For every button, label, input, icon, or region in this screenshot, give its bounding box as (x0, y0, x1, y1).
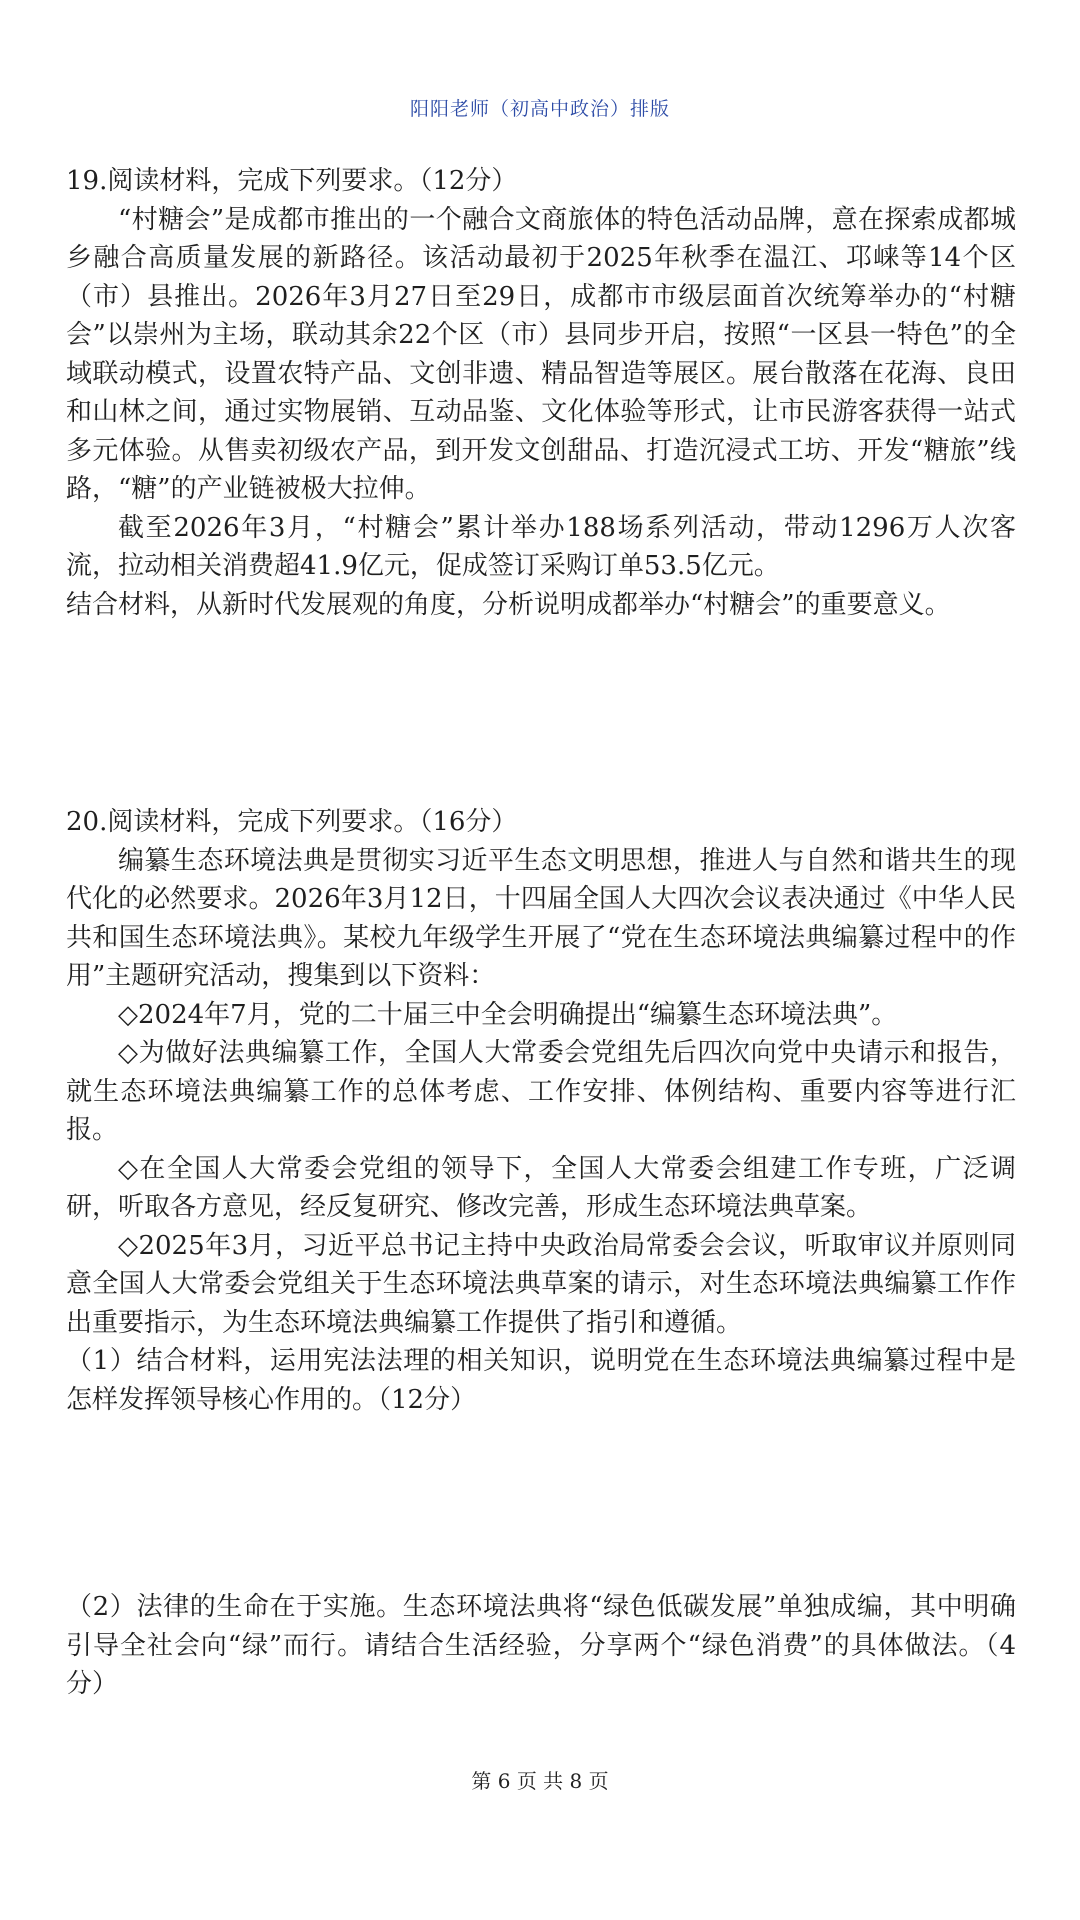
q20-material-item: ◇为做好法典编纂工作，全国人大常委会党组先后四次向党中央请示和报告，就生态环境法典编纂工作的总体考虑、工作安排、体例结构、重要内容等进行汇报。 (66, 1038, 1016, 1145)
q20-material-item: ◇2024年7月，党的二十届三中全会明确提出“编纂生态环境法典”。 (118, 999, 898, 1030)
q19-material-paragraph: 截至2026年3月，“村糖会”累计举办188场系列活动，带动1296万人次客流，拉动相关消费超41.9亿元，促成签订采购订单53.5亿元。 (66, 512, 1016, 581)
q19-material-paragraph: “村糖会”是成都市推出的一个融合文商旅体的特色活动品牌，意在探索成都城乡融合高质量发展的新路径。该活动最初于2025年秋季在温江、邛崃等14个区（市）县推出。2026年3月27日至29日，成都市市级层面首次统筹举办的“村糖会”以崇州为主场，联动其余22个区（市）县同步开启，按照“一区县一特色”的全域联动模式，设置农特产品、文创非遗、精品智造等展区。展台散落在花海、良田和山林之间，通过实物展销、互动品鉴、文化体验等形式，让市民游客获得一站式多元体验。从售卖初级农产品，到开发文创甜品、打造沉浸式工坊、开发“糖旅”线路，“糖”的产业链被极大拉伸。 (66, 204, 1016, 504)
question-19-title: 19.阅读材料，完成下列要求。（12分） (66, 166, 518, 196)
question-20 (66, 803, 1016, 1419)
question-19 (66, 162, 1016, 624)
question-20-sub-1: （1）结合材料，运用宪法法理的相关知识，说明党在生态环境法典编纂过程中是怎样发挥领导核心作用的。（12分） (66, 1346, 1016, 1415)
q20-material-item: ◇在全国人大常委会党组的领导下，全国人大常委会组建工作专班，广泛调研，听取各方意见，经反复研究、修改完善，形成生态环境法典草案。 (66, 1153, 1016, 1222)
question-20-sub-2: （2）法律的生命在于实施。生态环境法典将“绿色低碳发展”单独成编，其中明确引导全社会向“绿”而行。请结合生活经验，分享两个“绿色消费”的具体做法。（4分） (66, 1592, 1016, 1699)
page-footer: 第 6 页 共 8 页 (471, 1769, 609, 1793)
question-20-part-2 (66, 1588, 1016, 1704)
page-header: 阳阳老师（初高中政治）排版 (409, 98, 670, 120)
q20-material-item: ◇2025年3月，习近平总书记主持中央政治局常委会会议，听取审议并原则同意全国人大常委会党组关于生态环境法典草案的请示，对生态环境法典编纂工作作出重要指示，为生态环境法典编纂工作提供了指引和遵循。 (66, 1230, 1016, 1338)
question-19-prompt: 结合材料，从新时代发展观的角度，分析说明成都举办“村糖会”的重要意义。 (66, 589, 951, 620)
q20-material-paragraph: 编纂生态环境法典是贯彻实习近平生态文明思想，推进人与自然和谐共生的现代化的必然要求。2026年3月12日，十四届全国人大四次会议表决通过《中华人民共和国生态环境法典》。某校九年级学生开展了“党在生态环境法典编纂过程中的作用”主题研究活动，搜集到以下资料： (66, 845, 1016, 991)
question-20-title: 20.阅读材料，完成下列要求。（16分） (66, 807, 518, 837)
